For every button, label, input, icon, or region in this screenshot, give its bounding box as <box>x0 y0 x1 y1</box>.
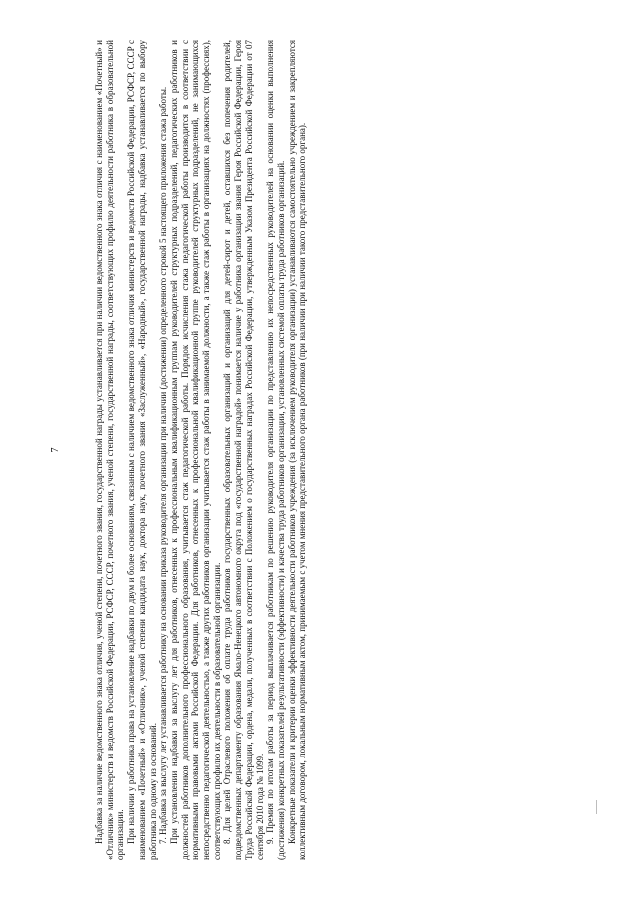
paragraph-3: 7. Надбавка за выслугу лет устанавливается работнику на основании приказа руководителя организации при наличии (достижении) определенного строкой 5 настоящего приложения стажа работы. <box>158 86 169 844</box>
paragraph-7: Конкретные показатели и критерии оценки эффективности деятельности работников учреждения (за исключением руководителя организации) устанавливаются самостоятельно учреждением и закрепляются коллективным договором, локальным нормативным актом, принимаемым с учетом мнения представительного органа работников (при наличии при наличии такого представительного органа). <box>286 40 308 860</box>
document-body <box>94 40 308 860</box>
paragraph-2: При наличии у работника права на установление надбавки по двум и более основаниям, связанным с наличием ведомственного знака отличия министерств и ведомств Российской Федерации, РСФСР, СССР с наименованием «Почетный» и «Отличник», ученой степени кандидата наук, доктора наук, почетного звания «Заслуженный», «Народный», государственной награды, надбавка устанавливается по выбору работника по одному из оснований. <box>126 40 158 860</box>
scan-artifact-mark <box>596 800 597 814</box>
page-number: 7 <box>50 447 61 453</box>
rotated-document-content <box>50 40 495 860</box>
paragraph-4: При установлении надбавки за выслугу лет для работников, отнесенных к профессиональным квалификационным группам руководителей структурных подразделений, педагогических работников и должностей работников дополнительного профессионального образования, учитывается стаж педагогической работы. Порядок исчисления стажа педагогической работы производится в соответствии с нормативными правовыми актами Российской Федерации. Для работников, отнесенных к профессиональной квалификационной группе руководителей структурных подразделений, не занимающихся непосредственно педагогической деятельностью, а также других работников организации учитывается стаж работы в занимаемой должности, а также стаж работы в организациях на должностях (профессиях), соответствующих профилю их деятельности в образовательной организации. <box>168 40 222 860</box>
paragraph-5: 8. Для целей Отраслевого положения об оплате труда работников государственных образовательных организаций и организаций для детей-сирот и детей, оставшихся без попечения родителей, подведомственных департаменту образования Ямало-Ненецкого автономного округа под «государственной наградой» понимается наличие у работника организации звания Героя Российской Федерации, Героя Труда Российской Федерации, ордена, медали, полученных в соответствии с Положением о государственных наградах Российской Федерации, утвержденным Указом Президента Российской Федерации от 07 сентября 2010 года № 1099. <box>222 40 265 860</box>
paragraph-1: Надбавка за наличие ведомственного знака отличия, ученой степени, почетного звания, государственной награды устанавливается при наличии ведомственного знака отличия с наименованием «Почетный» и «Отличник» министерств и ведомств Российской Федерации, РСФСР, СССР, почетного звания, ученой степени, государственной награды, соответствующих профилю деятельности работника в образовательной организации. <box>94 40 126 860</box>
paragraph-6: 9. Премия по итогам работы за период выплачивается работникам по решению руководителя организации по представлению их непосредственных руководителей на основании оценки выполнения (достижения) конкретных показателей результативности (эффективности) и качества труда работников организации, установленных системой оплаты труда работников организаций. <box>265 40 286 860</box>
